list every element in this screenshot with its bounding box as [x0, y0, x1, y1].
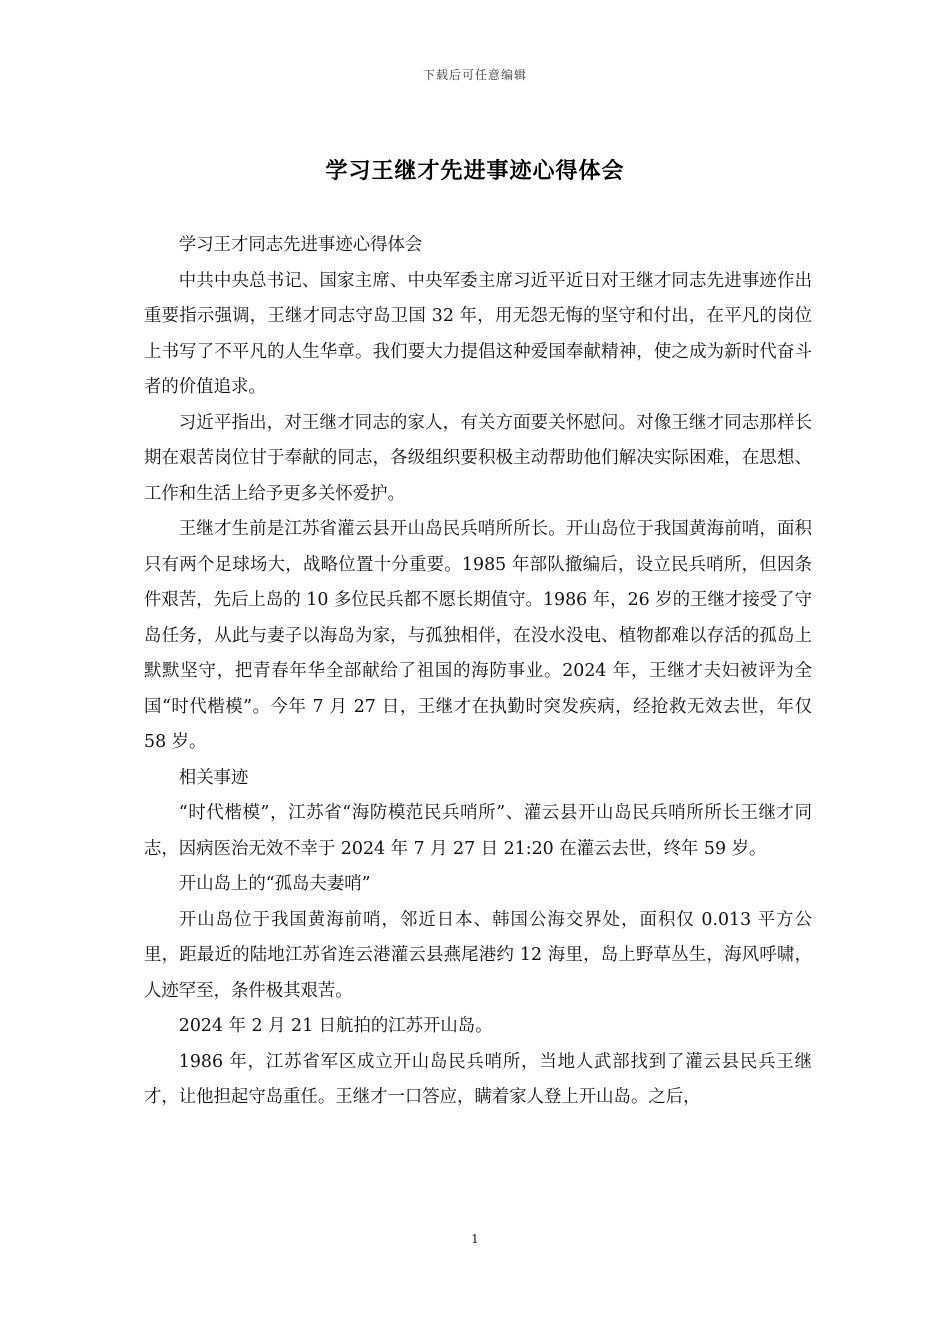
paragraph: 王继才生前是江苏省灌云县开山岛民兵哨所所长。开山岛位于我国黄海前哨，面积只有两个足球场大，战略位置十分重要。1985 年部队撤编后，设立民兵哨所，但因条件艰苦，先后上岛的 10 多位民兵都不愿长期值守。1986 年，26 岁的王继才接受了守岛任务，从此与妻子以海岛为家，与孤独相伴，在没水没电、植物都难以存活的孤岛上默默坚守，把青春年华全部献给了祖国的海防事业。2024 年，王继才夫妇被评为全国“时代楷模”。今年 7 月 27 日，王继才在执勤时突发疾病，经抢救无效去世，年仅 58 岁。 [144, 519, 812, 752]
document-body [144, 228, 812, 1116]
document-title: 学习王继才先进事迹心得体会 [325, 158, 625, 184]
photo-caption: 2024 年 2 月 21 日航拍的江苏开山岛。 [178, 1016, 493, 1036]
section-heading-island-couple: 开山岛上的“孤岛夫妻哨” [178, 874, 371, 894]
paragraph: “时代楷模”，江苏省“海防模范民兵哨所”、灌云县开山岛民兵哨所所长王继才同志，因病医治无效不幸于 2024 年 7 月 27 日 21:20 在灌云去世，终年 59 岁。 [144, 803, 812, 859]
paragraph: 习近平指出，对王继才同志的家人，有关方面要关怀慰问。对像王继才同志那样长期在艰苦岗位甘于奉献的同志，各级组织要积极主动帮助他们解决实际困难，在思想、工作和生活上给予更多关怀爱护。 [144, 412, 812, 504]
paragraph: 中共中央总书记、国家主席、中央军委主席习近平近日对王继才同志先进事迹作出重要指示强调，王继才同志守岛卫国 32 年，用无怨无悔的坚守和付出，在平凡的岗位上书写了不平凡的人生华章。我们要大力提倡这种爱国奉献精神，使之成为新时代奋斗者的价值追求。 [144, 270, 812, 397]
header-note: 下载后可任意编辑 [422, 68, 527, 82]
paragraph-subtitle: 学习王才同志先进事迹心得体会 [178, 235, 423, 255]
section-heading-related-deeds: 相关事迹 [178, 767, 249, 788]
paragraph: 1986 年，江苏省军区成立开山岛民兵哨所，当地人武部找到了灌云县民兵王继才，让他担起守岛重任。王继才一口答应，瞒着家人登上开山岛。之后， [144, 1051, 812, 1107]
page-number: 1 [471, 1232, 479, 1246]
paragraph: 开山岛位于我国黄海前哨，邻近日本、韩国公海交界处，面积仅 0.013 平方公里，距最近的陆地江苏省连云港灌云县燕尾港约 12 海里，岛上野草丛生，海风呼啸，人迹罕至，条件极其艰苦。 [144, 909, 812, 1001]
